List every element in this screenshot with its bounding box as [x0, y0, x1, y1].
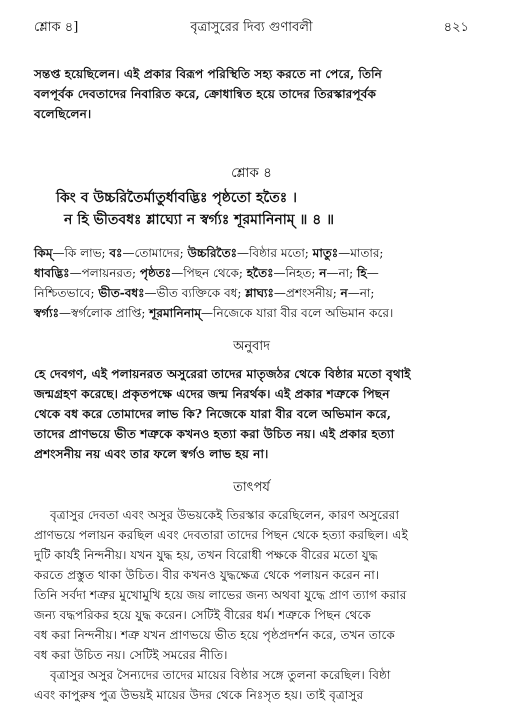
translation-text	[34, 364, 469, 464]
verse-line: কিং ব উচ্চরিতৈর্মাতুর্ধাবদ্ভিঃ পৃষ্ঠতো হতৈঃ ।	[56, 190, 298, 206]
word-synonyms	[34, 243, 469, 323]
synonym-meaning: —না;	[326, 266, 357, 280]
text-line: থেকে বধ করে তোমাদের লাভ কি? নিজেকে যারা বীর বলে অভিমান করে,	[34, 407, 392, 421]
synonym-line	[34, 263, 469, 283]
synonym-term: মাতুঃ	[312, 246, 339, 260]
intro-line: সন্তপ্ত হয়েছিলেন। এই প্রকার বিরূপ পরিস্থিতি সহ্য করতে না পেরে, তিনি	[34, 67, 382, 81]
synonym-meaning: —পলায়নরত;	[69, 266, 140, 280]
synonym-meaning: —ভীত ব্যক্তিকে বধ;	[144, 286, 246, 300]
intro-line: বলেছিলেন।	[34, 107, 92, 121]
running-header	[34, 0, 469, 44]
synonym-term: শূরমানিনাম্	[149, 306, 202, 320]
text-line: হে দেবগণ, এই পলায়নরত অসুরেরা তাদের মাতৃজঠর থেকে বিষ্ঠার মতো বৃথাই	[34, 367, 411, 381]
synonym-term: পৃষ্ঠতঃ	[139, 266, 172, 280]
text-line: জন্মগ্রহণ করেছে। প্রকৃতপক্ষে এদের জন্ম নিরর্থক। এই প্রকার শত্রুকে পিছন	[34, 387, 390, 401]
synonym-term: ধাবদ্ভিঃ	[34, 266, 70, 280]
synonym-meaning: —প্রশংসনীয়;	[273, 286, 341, 300]
synonym-term: ন	[340, 286, 348, 300]
verse-heading: শ্লোক ৪	[231, 165, 272, 181]
synonym-line	[34, 303, 469, 323]
text-line: বধ করা উচিত নয়। সেটিই সমরের নীতি।	[34, 648, 228, 662]
text-line: জন্য বদ্ধপরিকর হয়ে যুদ্ধ করেন। সেটিই বীরের ধর্ম। শত্রুকে পিছন থেকে	[34, 608, 371, 622]
purport-paragraph-2	[34, 665, 469, 705]
text-line: তিনি সর্বদা শত্রুর মুখোমুখি হয়ে জয় লাভের জন্য অথবা যুদ্ধে প্রাণ ত্যাগ করার	[34, 588, 407, 602]
text-line: বৃত্রাসুর দেবতা এবং অসুর উভয়কেই তিরস্কার করেছিলেন, কারণ অসুরেরা	[50, 508, 400, 522]
header-verse-ref: শ্লোক ৪]	[34, 20, 79, 35]
text-line: তাদের প্রাণভয়ে ভীত শত্রুকে কখনও হত্যা করা উচিত নয়। এই প্রকার হত্যা	[34, 427, 395, 441]
synonym-term: স্বর্গ্যঃ	[34, 306, 60, 320]
synonym-term: ভীত-বধঃ	[98, 286, 145, 300]
text-line: প্রশংসনীয় নয় এবং তার ফলে স্বর্গও লাভ হয় না।	[34, 447, 269, 461]
text-line: প্রাণভয়ে পলায়ন করছিল এবং দেবতারা তাদের পিছন থেকে হত্যা করছিল। এই	[34, 528, 408, 542]
text-line: বৃত্রাসুর অসুর সৈন্যদের তাদের মায়ের বিষ্ঠার সঙ্গে তুলনা করেছিল। বিষ্ঠা	[50, 668, 391, 682]
synonym-meaning: —মাতার;	[338, 246, 384, 260]
synonym-meaning: —বিষ্ঠার মতো;	[237, 246, 313, 260]
synonym-term: শ্লাঘ্যঃ	[245, 286, 274, 300]
synonym-term: হি	[356, 266, 367, 280]
synonym-term: উচ্চরিতৈঃ	[187, 246, 237, 260]
synonym-term: হতৈঃ	[246, 266, 274, 280]
synonym-term: বঃ	[109, 246, 123, 260]
header-page-number: ৪২১	[443, 20, 469, 35]
synonym-meaning: —নিহত;	[273, 266, 320, 280]
purport-text	[34, 505, 469, 665]
text-line: এবং কাপুরুষ পুত্র উভয়ই মায়ের উদর থেকে নিঃসৃত হয়। তাই বৃত্রাসুর	[34, 688, 364, 702]
synonym-meaning: —তোমাদের;	[122, 246, 188, 260]
purport-heading: তাৎপর্য	[233, 480, 270, 495]
synonym-meaning: —না;	[347, 286, 375, 300]
synonym-line	[34, 243, 469, 263]
intro-line: বলপূর্বক দেবতাদের নিবারিত করে, ক্রোধান্বিত হয়ে তাদের তিরস্কারপূর্বক	[34, 87, 376, 101]
synonym-meaning: —পিছন থেকে;	[171, 266, 247, 280]
synonym-line	[34, 283, 469, 303]
text-line: বধ করা নিন্দনীয়। শত্রু যখন প্রাণভয়ে ভীত হয়ে পৃষ্ঠপ্রদর্শন করে, তখন তাকে	[34, 628, 395, 642]
synonym-term: কিম্	[34, 246, 53, 260]
synonym-meaning: —কি লাভ;	[52, 246, 110, 260]
header-chapter-title: বৃত্রাসুরের দিব্য গুণাবলী	[190, 20, 313, 35]
synonym-meaning: নিশ্চিতভাবে;	[34, 286, 99, 300]
intro-paragraph	[34, 64, 469, 124]
translation-heading: অনুবাদ	[233, 339, 270, 354]
text-line: দুটি কার্যই নিন্দনীয়। যখন যুদ্ধ হয়, তখন বিরোধী পক্ষকে বীরের মতো যুদ্ধ	[34, 548, 378, 562]
text-line: করতে প্রস্তুত থাকা উচিত। বীর কখনও যুদ্ধক্ষেত্র থেকে পলায়ন করেন না।	[34, 568, 380, 582]
sanskrit-verse	[34, 187, 469, 231]
synonym-meaning: —স্বর্গলোক প্রাপ্তি;	[59, 306, 150, 320]
synonym-meaning: —নিজেকে যারা বীর বলে অভিমান করে।	[201, 306, 394, 320]
synonym-meaning: —	[366, 266, 379, 280]
verse-line: ন হি ভীতবধঃ শ্লাঘ্যো ন স্বর্গ্যঃ শূরমানিনাম্ ॥ ৪ ॥	[64, 212, 335, 228]
synonym-term: ন	[319, 266, 327, 280]
